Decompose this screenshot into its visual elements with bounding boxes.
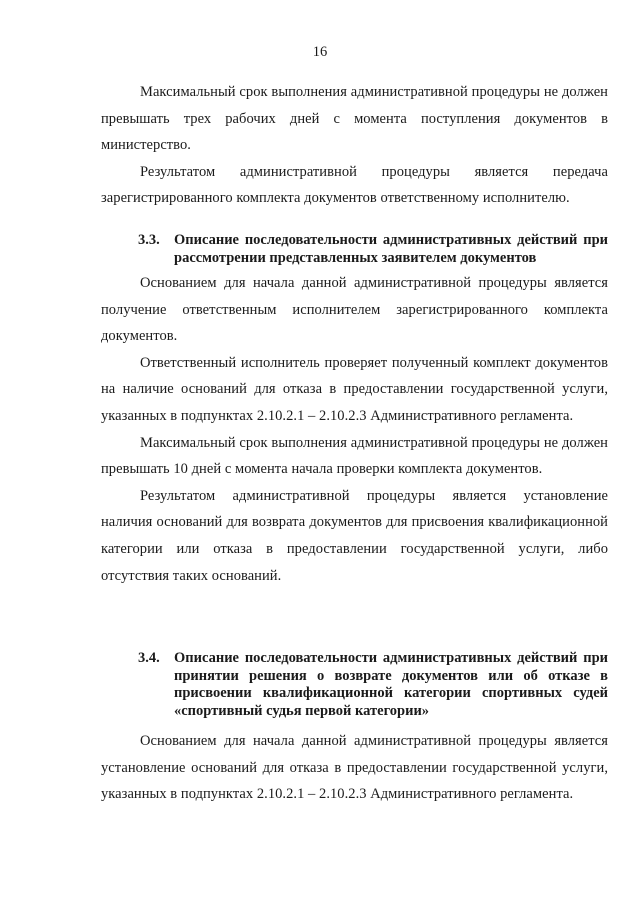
intro-block bbox=[101, 79, 608, 212]
paragraph: Максимальный срок выполнения административной процедуры не должен превышать 10 дней с момента начала проверки комплекта документов. bbox=[101, 434, 608, 478]
section-number: 3.4. bbox=[138, 650, 160, 666]
section-body-3-4 bbox=[101, 728, 608, 808]
section-title: Описание последовательности административных действий при рассмотрении представленных заявителем документов bbox=[174, 232, 608, 266]
page-number: 16 bbox=[312, 44, 328, 60]
section-heading-3-3 bbox=[138, 232, 608, 267]
paragraph: Максимальный срок выполнения административной процедуры не должен превышать трех рабочих дней с момента поступления документов в министерство. bbox=[101, 84, 608, 154]
section-body-3-3 bbox=[101, 270, 608, 589]
paragraph: Результатом административной процедуры является установление наличия оснований для возврата документов для присвоения квалификационной категории или отказа в предоставлении государственной услуги, либо отсутствия таких оснований. bbox=[101, 487, 608, 584]
section-heading-3-4 bbox=[138, 650, 608, 720]
paragraph: Ответственный исполнитель проверяет полученный комплект документов на наличие оснований для отказа в предоставлении государственной услуги, указанных в подпунктах 2.10.2.1 – 2.10.2.3 Административного регламента. bbox=[101, 354, 608, 424]
paragraph: Основанием для начала данной административной процедуры является установление оснований для отказа в предоставлении государственной услуги, указанных в подпунктах 2.10.2.1 – 2.10.2.3 Административного регламента. bbox=[101, 733, 608, 803]
paragraph: Результатом административной процедуры является передача зарегистрированного комплекта документов ответственному исполнителю. bbox=[101, 163, 608, 207]
section-number: 3.3. bbox=[138, 232, 160, 248]
paragraph: Основанием для начала данной административной процедуры является получение ответственным исполнителем зарегистрированного комплекта документов. bbox=[101, 275, 608, 345]
section-title: Описание последовательности административных действий при принятии решения о возврате документов или об отказе в присвоении квалификационной категории спортивных судей «спортивный судья первой категории» bbox=[174, 650, 608, 719]
